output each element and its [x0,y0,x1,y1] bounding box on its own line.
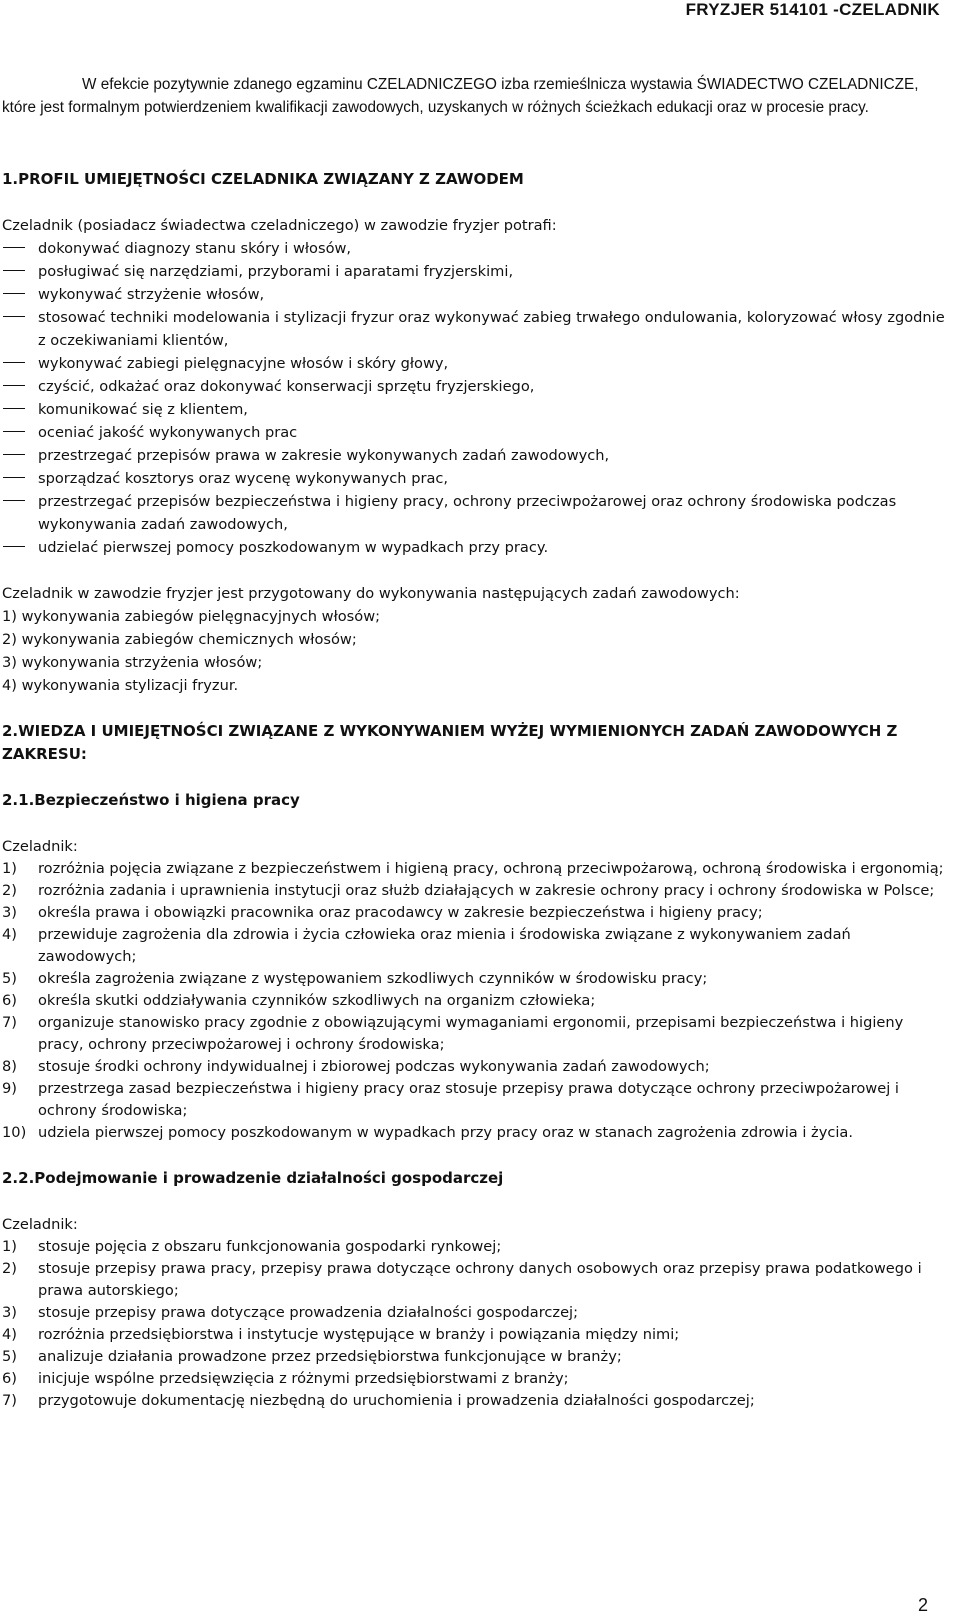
item-number: 7) [2,1014,17,1031]
subsection-2-1-lead: Czeladnik: [2,838,78,855]
skill-item: przestrzegać przepisów prawa w zakresie wykonywanych zadań zawodowych, [2,444,946,467]
item-text: organizuje stanowisko pracy zgodnie z obowiązującymi wymaganiami ergonomii, przepisami bezpieczeństwa i higieny pracy, ochrony przeciwpożarowej i ochrony środowiska; [38,1014,904,1053]
item-number: 6) [2,992,17,1009]
skill-item: wykonywać strzyżenie włosów, [2,283,946,306]
intro-paragraph: W efekcie pozytywnie zdanego egzaminu CZELADNICZEGO izba rzemieślnicza wystawia ŚWIADECTWO CZELADNICZE, które jest formalnym potwierdzeniem kwalifikacji zawodowych, uzyskanych w różnych ścieżkach edukacji oraz w procesie pracy. [2,76,919,116]
item-text: udziela pierwszej pomocy poszkodowanym w wypadkach przy pracy oraz w stanach zagrożenia zdrowia i życia. [38,1124,854,1141]
task-item: 1) wykonywania zabiegów pielęgnacyjnych włosów; [2,608,381,625]
section-2-heading: 2.WIEDZA I UMIEJĘTNOŚCI ZWIĄZANE Z WYKONYWANIEM WYŻEJ WYMIENIONYCH ZADAŃ ZAWODOWYCH Z ZAKRESU: [2,722,898,763]
item-number: 5) [2,970,17,987]
item-number: 2) [2,882,17,899]
section-1-heading: 1.PROFIL UMIEJĘTNOŚCI CZELADNIKA ZWIĄZANY Z ZAWODEM [2,170,524,188]
item-text: rozróżnia przedsiębiorstwa i instytucje występujące w branży i powiązania między nimi; [38,1326,680,1343]
skill-item: udzielać pierwszej pomocy poszkodowanym w wypadkach przy pracy. [2,536,946,559]
item-text: określa prawa i obowiązki pracownika oraz pracodawcy w zakresie bezpieczeństwa i higieny pracy; [38,904,763,921]
page-header-title: FRYZJER 514101 -CZELADNIK [685,0,940,19]
skill-item: posługiwać się narzędziami, przyborami i aparatami fryzjerskimi, [2,260,946,283]
item-text: analizuje działania prowadzone przez przedsiębiorstwa funkcjonujące w branży; [38,1348,622,1365]
subsection-2-2-lead: Czeladnik: [2,1216,78,1233]
skill-item: stosować techniki modelowania i stylizacji fryzur oraz wykonywać zabieg trwałego ondulowania, koloryzować włosy zgodnie z oczekiwaniami klientów, [2,306,946,352]
item-number: 6) [2,1370,17,1387]
list-item [2,990,946,1012]
item-number: 9) [2,1080,17,1097]
item-text: stosuje przepisy prawa dotyczące prowadzenia działalności gospodarczej; [38,1304,579,1321]
item-number: 5) [2,1348,17,1365]
skill-item: czyścić, odkażać oraz dokonywać konserwacji sprzętu fryzjerskiego, [2,375,946,398]
list-item [2,924,946,968]
item-text: stosuje przepisy prawa pracy, przepisy prawa dotyczące ochrony danych osobowych oraz przepisy prawa podatkowego i prawa autorskiego; [38,1260,922,1299]
skill-item: komunikować się z klientem, [2,398,946,421]
skill-item: wykonywać zabiegi pielęgnacyjne włosów i skóry głowy, [2,352,946,375]
list-item [2,1258,946,1302]
item-number: 1) [2,860,17,877]
item-number: 4) [2,926,17,943]
item-number: 2) [2,1260,17,1277]
bhp-list [2,858,946,1144]
item-text: przestrzega zasad bezpieczeństwa i higieny pracy oraz stosuje przepisy prawa dotyczące ochrony przeciwpożarowej i ochrony środowiska; [38,1080,899,1119]
business-list [2,1236,946,1412]
task-item: 2) wykonywania zabiegów chemicznych włosów; [2,631,357,648]
item-text: rozróżnia pojęcia związane z bezpieczeństwem i higieną pracy, ochroną przeciwpożarową, ochroną środowiska i ergonomią; [38,860,944,877]
skill-item: przestrzegać przepisów bezpieczeństwa i higieny pracy, ochrony przeciwpożarowej oraz ochrony środowiska podczas wykonywania zadań zawodowych, [2,490,946,536]
item-number: 4) [2,1326,17,1343]
skill-item: oceniać jakość wykonywanych prac [2,421,946,444]
item-text: określa zagrożenia związane z występowaniem szkodliwych czynników w środowisku pracy; [38,970,708,987]
list-item [2,968,946,990]
task-item: 4) wykonywania stylizacji fryzur. [2,677,239,694]
list-item [2,1056,946,1078]
list-item [2,1324,946,1346]
item-text: określa skutki oddziaływania czynników szkodliwych na organizm człowieka; [38,992,596,1009]
item-text: inicjuje wspólne przedsięwzięcia z różnymi przedsiębiorstwami z branży; [38,1370,569,1387]
item-number: 7) [2,1392,17,1409]
section-1-lead: Czeladnik (posiadacz świadectwa czeladniczego) w zawodzie fryzjer potrafi: [2,217,557,234]
page-number: 2 [917,1595,928,1615]
list-item [2,1122,946,1144]
list-item [2,902,946,924]
item-number: 3) [2,1304,17,1321]
item-number: 3) [2,904,17,921]
skill-item: dokonywać diagnozy stanu skóry i włosów, [2,237,946,260]
item-text: stosuje pojęcia z obszaru funkcjonowania gospodarki rynkowej; [38,1238,502,1255]
item-text: przygotowuje dokumentację niezbędną do uruchomienia i prowadzenia działalności gospodarczej; [38,1392,755,1409]
list-item [2,1390,946,1412]
item-text: rozróżnia zadania i uprawnienia instytucji oraz służb działających w zakresie ochrony pracy i ochrony środowiska w Polsce; [38,882,935,899]
skills-list [2,237,946,559]
list-item [2,880,946,902]
list-item [2,1346,946,1368]
subsection-2-2-heading: 2.2.Podejmowanie i prowadzenie działalności gospodarczej [2,1169,504,1187]
list-item [2,1236,946,1258]
item-text: przewiduje zagrożenia dla zdrowia i życia człowieka oraz mienia i środowiska związane z wykonywaniem zadań zawodowych; [38,926,851,965]
subsection-2-1-heading: 2.1.Bezpieczeństwo i higiena pracy [2,791,300,809]
tasks-lead: Czeladnik w zawodzie fryzjer jest przygotowany do wykonywania następujących zadań zawodowych: [2,585,740,602]
task-item: 3) wykonywania strzyżenia włosów; [2,654,263,671]
list-item [2,1368,946,1390]
list-item [2,1302,946,1324]
item-text: stosuje środki ochrony indywidualnej i zbiorowej podczas wykonywania zadań zawodowych; [38,1058,710,1075]
list-item [2,858,946,880]
item-number: 10) [2,1124,27,1141]
skill-item: sporządzać kosztorys oraz wycenę wykonywanych prac, [2,467,946,490]
list-item [2,1078,946,1122]
item-number: 8) [2,1058,17,1075]
list-item [2,1012,946,1056]
item-number: 1) [2,1238,17,1255]
document-body [2,168,946,1412]
